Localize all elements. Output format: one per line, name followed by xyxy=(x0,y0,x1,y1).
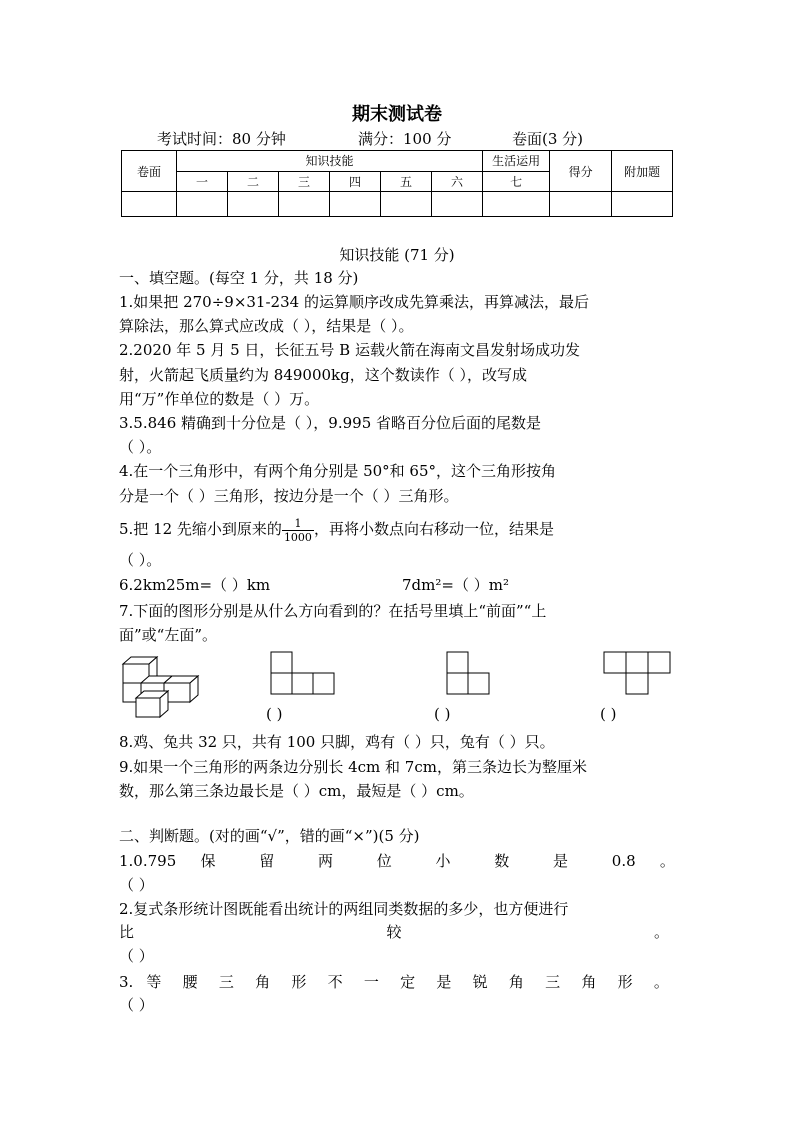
q7-answer-2[interactable]: ( ) xyxy=(434,705,451,723)
q2-line3: 用“万”作单位的数是（ ）万。 xyxy=(119,390,320,408)
q7-answer-3[interactable]: ( ) xyxy=(600,705,617,723)
fraction-numerator: 1 xyxy=(282,517,314,531)
j3-seg: 角 xyxy=(255,973,279,991)
q2-line2: 射，火箭起飞质量约为 849000kg，这个数读作（ ），改写成 xyxy=(119,366,527,384)
q4-line1: 4.在一个三角形中，有两个角分别是 50°和 65°，这个三角形按角 xyxy=(119,462,557,480)
view-figure-1 xyxy=(270,651,340,697)
th-col-5: 五 xyxy=(381,171,432,192)
j3-seg: 等 xyxy=(146,973,170,991)
j3-seg: 。 xyxy=(653,973,669,991)
q7-answer-1[interactable]: ( ) xyxy=(266,705,283,723)
q1-line2: 算除法，那么算式应改成（ ），结果是（ ）。 xyxy=(119,317,414,335)
j1-seg: 数 xyxy=(494,852,529,870)
j1-seg: 两 xyxy=(318,852,353,870)
j3-seg: 三 xyxy=(545,973,569,991)
j3-seg: 形 xyxy=(291,973,315,991)
th-col-2: 二 xyxy=(228,171,279,192)
j3-seg: 不 xyxy=(327,973,351,991)
j3-seg: 3. xyxy=(119,973,134,991)
j1-seg: 1.0.795 xyxy=(119,852,177,870)
score-table xyxy=(121,150,673,217)
q9-line2: 数，那么第三条边最长是（ ）cm，最短是（ ）cm。 xyxy=(119,782,474,800)
j3-seg: 是 xyxy=(436,973,460,991)
j1-seg: 是 xyxy=(553,852,588,870)
j1-seg: 留 xyxy=(259,852,294,870)
score-cell[interactable] xyxy=(381,192,432,217)
q6-part2: 7dm²=（ ）m² xyxy=(402,576,509,594)
q6-part1: 6.2km25m=（ ）km xyxy=(119,576,271,594)
th-shenghuo: 生活运用 xyxy=(483,151,550,172)
cube-stack-figure xyxy=(118,656,200,718)
score-cell[interactable] xyxy=(279,192,330,217)
view-figure-2 xyxy=(446,651,496,697)
judge-2-answer[interactable]: （ ） xyxy=(119,947,154,965)
j3-seg: 锐 xyxy=(472,973,496,991)
section-judge: 二、判断题。(对的画“√”，错的画“×”)(5 分) xyxy=(119,827,420,845)
j1-seg: 0.8 xyxy=(611,852,636,870)
full-score: 满分：100 分 xyxy=(358,130,452,148)
th-col-4: 四 xyxy=(330,171,381,192)
q7-line2: 面”或“左面”。 xyxy=(119,626,218,644)
j3-seg: 定 xyxy=(400,973,424,991)
q5-line1 xyxy=(119,514,679,544)
view-figure-3 xyxy=(603,651,673,697)
j2-seg: 较 xyxy=(386,923,526,941)
j1-seg: 位 xyxy=(376,852,412,870)
j2-seg: 比 xyxy=(119,923,258,941)
score-cell[interactable] xyxy=(432,192,483,217)
judge-3-line xyxy=(119,972,669,992)
score-cell[interactable] xyxy=(612,192,673,217)
judge-1-line xyxy=(119,851,675,871)
judge-2-line2 xyxy=(119,922,669,942)
fraction-denominator: 1000 xyxy=(283,530,312,544)
j1-seg: 小 xyxy=(435,852,471,870)
j3-seg: 形 xyxy=(617,973,641,991)
th-col-7: 七 xyxy=(483,171,550,192)
score-cell[interactable] xyxy=(228,192,279,217)
exam-time: 考试时间：80 分钟 xyxy=(157,130,286,148)
j1-seg: 。 xyxy=(659,852,675,870)
q3-line1: 3.5.846 精确到十分位是（ ），9.995 省略百分位后面的尾数是 xyxy=(119,414,542,432)
q2-line1: 2.2020 年 5 月 5 日，长征五号 B 运载火箭在海南文昌发射场成功发 xyxy=(119,341,580,359)
q8-line: 8.鸡、兔共 32 只，共有 100 只脚，鸡有（ ）只，兔有（ ）只。 xyxy=(119,733,555,751)
neatness-score: 卷面(3 分) xyxy=(512,130,584,148)
j3-seg: 三 xyxy=(218,973,243,991)
th-col-1: 一 xyxy=(177,171,228,192)
th-zhishi: 知识技能 xyxy=(177,151,483,172)
q4-line2: 分是一个（ ）三角形，按边分是一个（ ）三角形。 xyxy=(119,487,459,505)
th-fujia: 附加题 xyxy=(612,151,673,192)
j3-seg: 角 xyxy=(581,973,605,991)
score-cell[interactable] xyxy=(483,192,550,217)
j2-seg: 。 xyxy=(653,923,669,941)
q5-post: ，再将小数点向右移动一位，结果是 xyxy=(313,520,554,538)
score-cell[interactable] xyxy=(330,192,381,217)
th-col-6: 六 xyxy=(432,171,483,192)
page-title: 期末测试卷 xyxy=(352,104,442,125)
q5-pre: 5.把 12 先缩小到原来的 xyxy=(119,520,282,538)
q9-line1: 9.如果一个三角形的两条边分别长 4cm 和 7cm，第三条边长为整厘米 xyxy=(119,758,587,776)
score-cell[interactable] xyxy=(550,192,612,217)
judge-3-answer[interactable]: （ ） xyxy=(119,996,154,1014)
judge-2-line1: 2.复式条形统计图既能看出统计的两组同类数据的多少，也方便进行 xyxy=(119,900,569,918)
th-defen: 得分 xyxy=(550,151,612,192)
fraction xyxy=(282,517,314,544)
th-col-3: 三 xyxy=(279,171,330,192)
section-knowledge: 知识技能 (71 分) xyxy=(339,246,455,264)
judge-1-answer[interactable]: （ ） xyxy=(119,876,154,894)
q7-line1: 7.下面的图形分别是从什么方向看到的？在括号里填上“前面”“上 xyxy=(119,602,547,620)
score-cell[interactable] xyxy=(122,192,177,217)
section-fill: 一、填空题。(每空 1 分，共 18 分) xyxy=(119,269,359,287)
j1-seg: 保 xyxy=(200,852,236,870)
q3-line2: （ ）。 xyxy=(119,438,162,456)
j3-seg: 一 xyxy=(363,973,388,991)
q1-line1: 1.如果把 270÷9×31-234 的运算顺序改成先算乘法，再算减法，最后 xyxy=(119,293,589,311)
j3-seg: 腰 xyxy=(182,973,206,991)
q5-line2: （ ）。 xyxy=(119,551,162,569)
j3-seg: 角 xyxy=(508,973,533,991)
th-juanmian: 卷面 xyxy=(122,151,177,192)
score-cell[interactable] xyxy=(177,192,228,217)
